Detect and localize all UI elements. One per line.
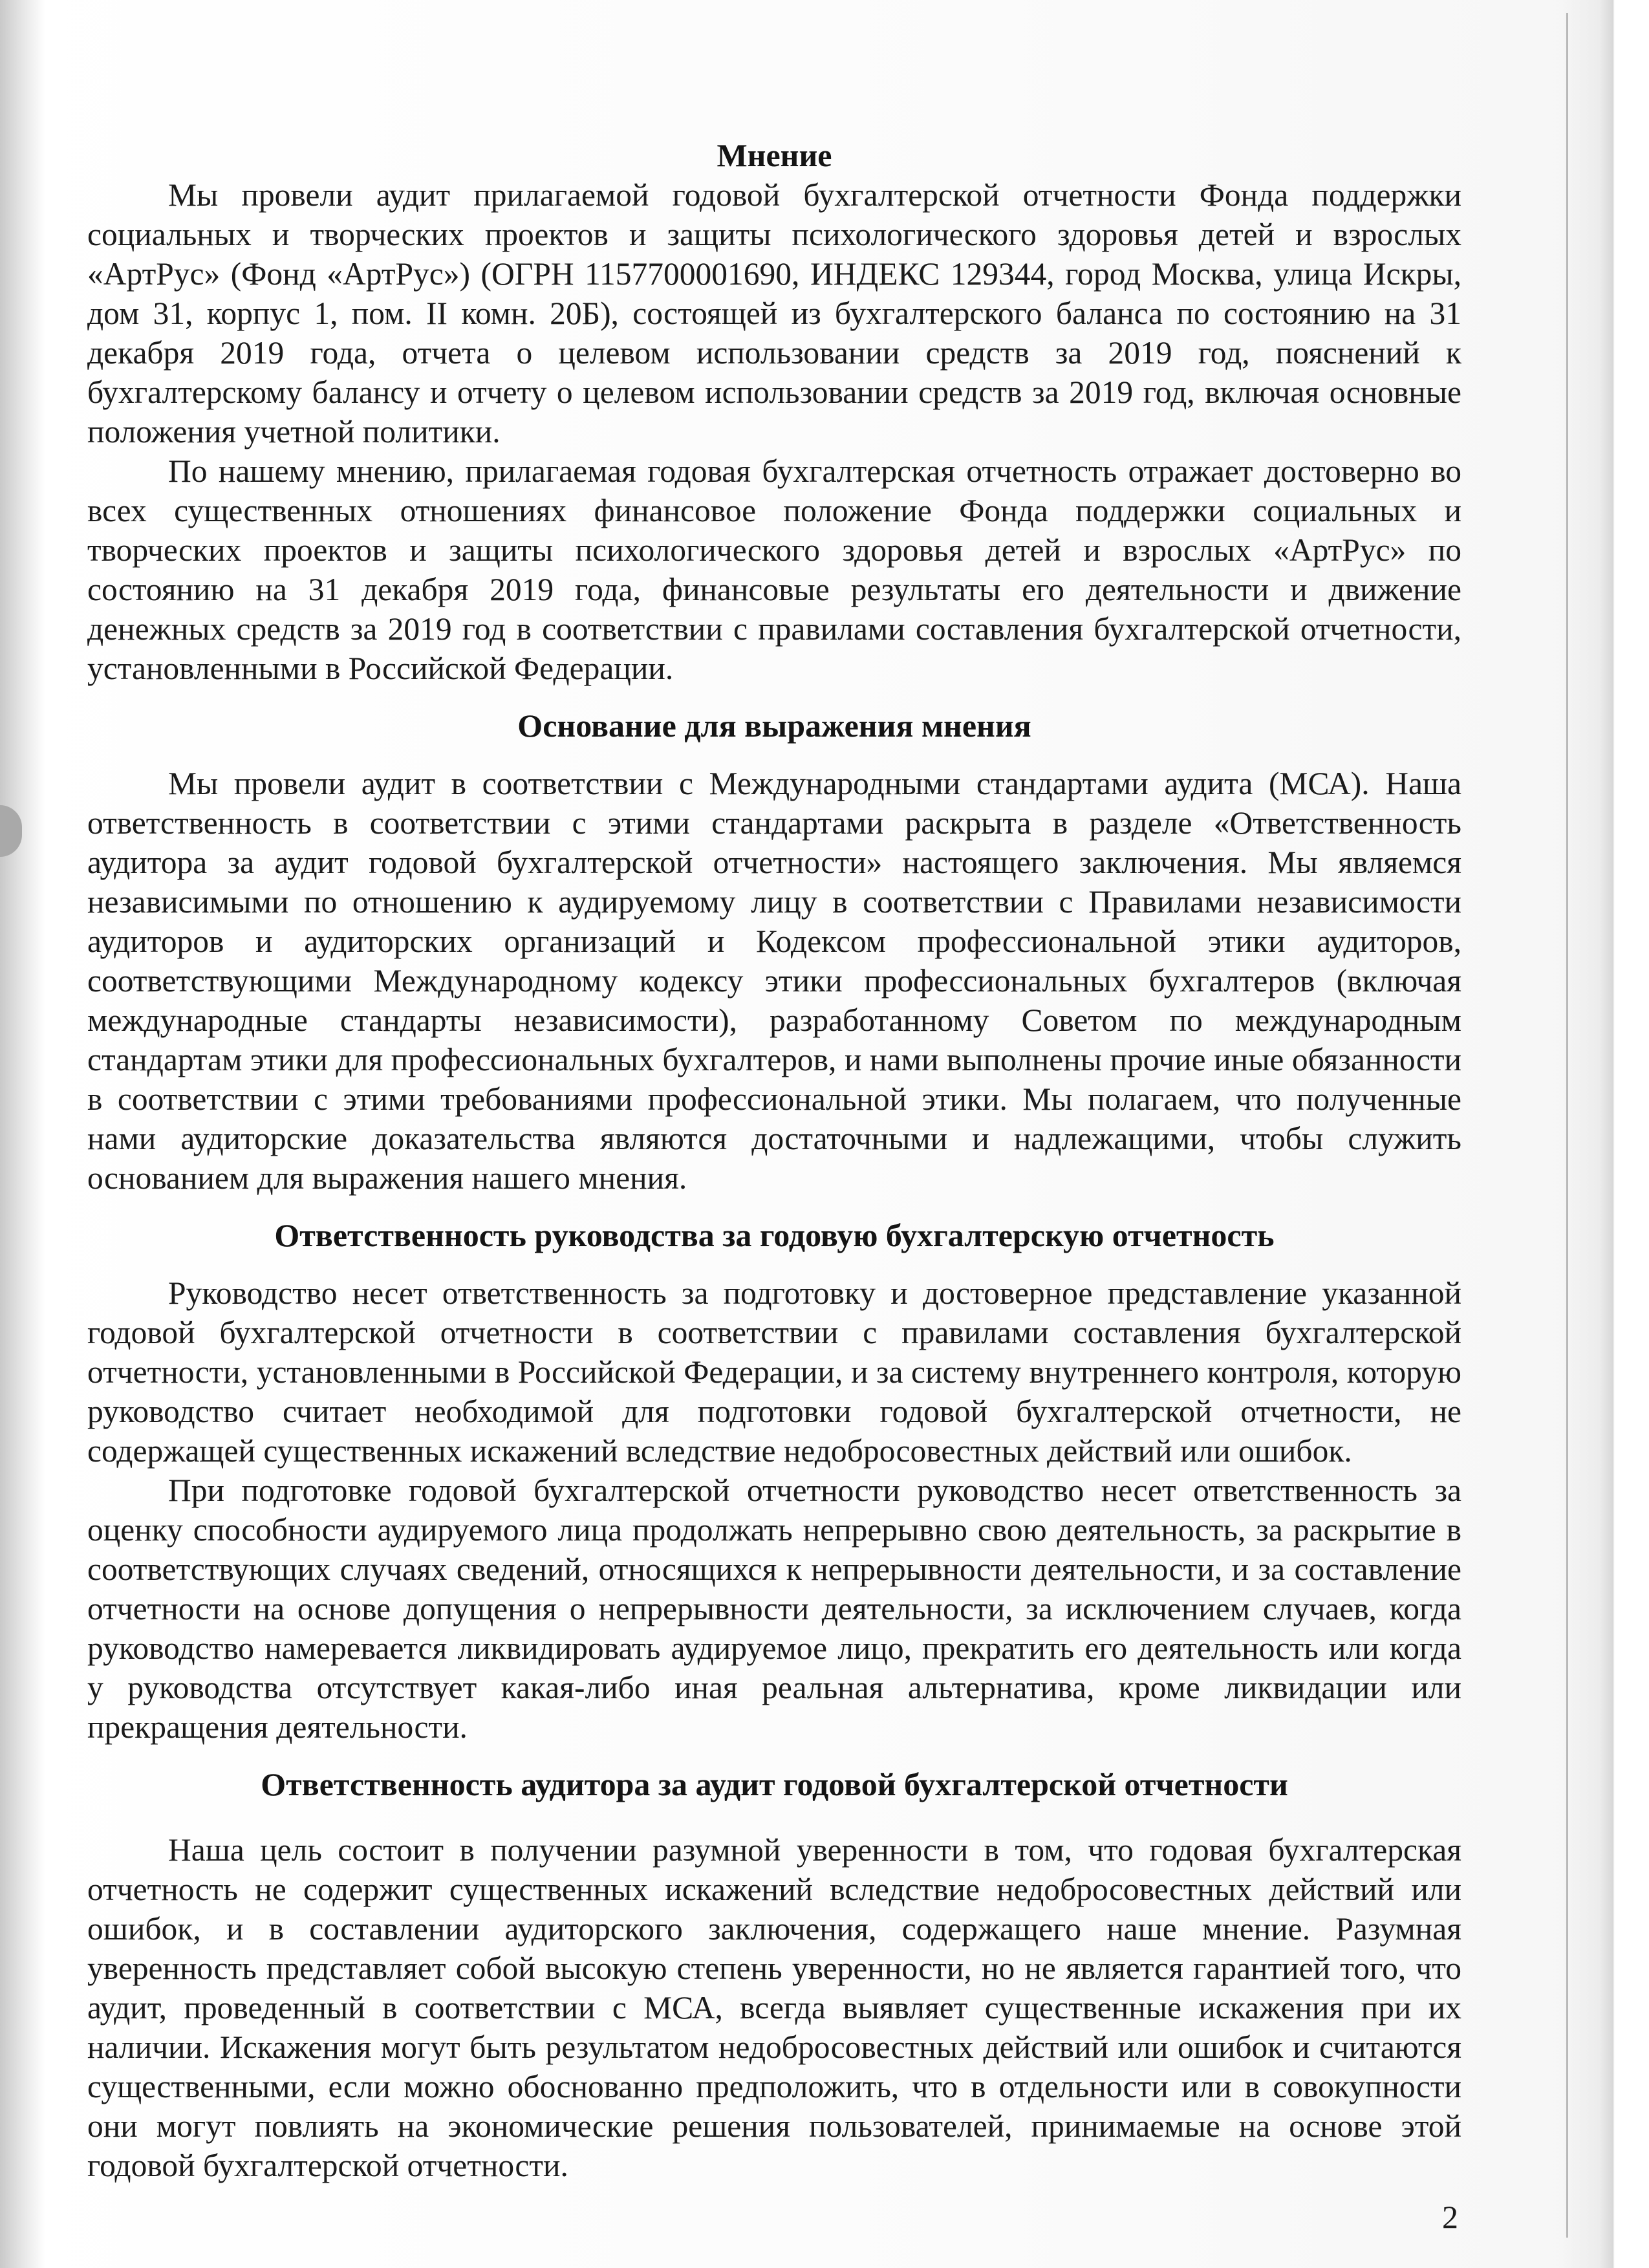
paragraph-opinion-2: По нашему мнению, прилагаемая годовая бухгалтерская отчетность отражает достоверно во всех существенных отношениях финансовое положение Фонда поддержки социальных и творческих проектов и защиты психологического здоровья детей и взрослых «АртРус» по состоянию на 31 декабря 2019 года, финансовые результаты его деятельности и движение денежных средств за 2019 год в соответствии с правилами составления бухгалтерской отчетности, установленными в Российской Федерации. <box>87 453 1461 686</box>
paragraph-management-2: При подготовке годовой бухгалтерской отчетности руководство несет ответственность за оценку способности аудируемого лица продолжать непрерывно свою деятельность, за раскрытие в соответствующих случаях сведений, относящихся к непрерывности деятельности, и за составление отчетности на основе допущения о непрерывности деятельности, за исключением случаев, когда руководство намеревается ликвидировать аудируемое лицо, прекратить его деятельность или когда у руководства отсутствует какая-либо иная реальная альтернатива, кроме ликвидации или прекращения деятельности. <box>87 1473 1461 1745</box>
heading-opinion: Мнение <box>717 137 832 173</box>
paper-edge-shadow <box>1558 0 1649 2268</box>
binding-shadow <box>0 0 45 2268</box>
heading-basis: Основание для выражения мнения <box>517 707 1031 744</box>
heading-management-responsibility: Ответственность руководства за годовую бухгалтерскую отчетность <box>274 1217 1275 1253</box>
paragraph-opinion-1: Мы провели аудит прилагаемой годовой бухгалтерской отчетности Фонда поддержки социальных и творческих проектов и защиты психологического здоровья детей и взрослых «АртРус» (Фонд «АртРус») (ОГРН 1157700001690, ИНДЕКС 129344, город Москва, улица Искры, дом 31, корпус 1, пом. II комн. 20Б), состоящей из бухгалтерского баланса по состоянию на 31 декабря 2019 года, отчета о целевом использовании средств за 2019 год, пояснений к бухгалтерскому балансу и отчету о целевом использовании средств за 2019 год, включая основные положения учетной политики. <box>87 177 1461 449</box>
paragraph-basis-1: Мы провели аудит в соответствии с Международными стандартами аудита (МСА). Наша ответственность в соответствии с этими стандартами раскрыта в разделе «Ответственность аудитора за аудит годовой бухгалтерской отчетности» настоящего заключения. Мы являемся независимыми по отношению к аудируемому лицу в соответствии с Правилами независимости аудиторов и аудиторских организаций и Кодексом профессиональной этики аудиторов, соответствующими Международному кодексу этики профессиональных бухгалтеров (включая международные стандарты независимости), разработанному Советом по международным стандартам этики для профессиональных бухгалтеров, и нами выполнены прочие иные обязанности в соответствии с этими требованиями профессиональной этики. Мы полагаем, что полученные нами аудиторские доказательства являются достаточными и надлежащими, чтобы служить основанием для выражения нашего мнения. <box>87 766 1461 1196</box>
paragraph-auditor-1: Наша цель состоит в получении разумной уверенности в том, что годовая бухгалтерская отчетность не содержит существенных искажений вследствие недобросовестных действий или ошибок, и в составлении аудиторского заключения, содержащего наше мнение. Разумная уверенность представляет собой высокую степень уверенности, но не является гарантией того, что аудит, проведенный в соответствии с МСА, всегда выявляет существенные искажения при их наличии. Искажения могут быть результатом недобросовестных действий или ошибок и считаются существенными, если можно обоснованно предположить, что в отдельности или в совокупности они могут повлиять на экономические решения пользователей, принимаемые на основе этой годовой бухгалтерской отчетности. <box>87 1832 1461 2183</box>
document-body <box>87 136 1461 2185</box>
paragraph-management-1: Руководство несет ответственность за подготовку и достоверное представление указанной годовой бухгалтерской отчетности в соответствии с правилами составления бухгалтерской отчетности, установленными в Российской Федерации, и за систему внутреннего контроля, которую руководство считает необходимой для подготовки годовой бухгалтерской отчетности, не содержащей существенных искажений вследствие недобросовестных действий или ошибок. <box>87 1275 1461 1469</box>
heading-auditor-responsibility: Ответственность аудитора за аудит годовой бухгалтерской отчетности <box>261 1766 1288 1802</box>
page-number: 2 <box>1442 2199 1458 2235</box>
paper-edge-line <box>1566 13 1568 2238</box>
